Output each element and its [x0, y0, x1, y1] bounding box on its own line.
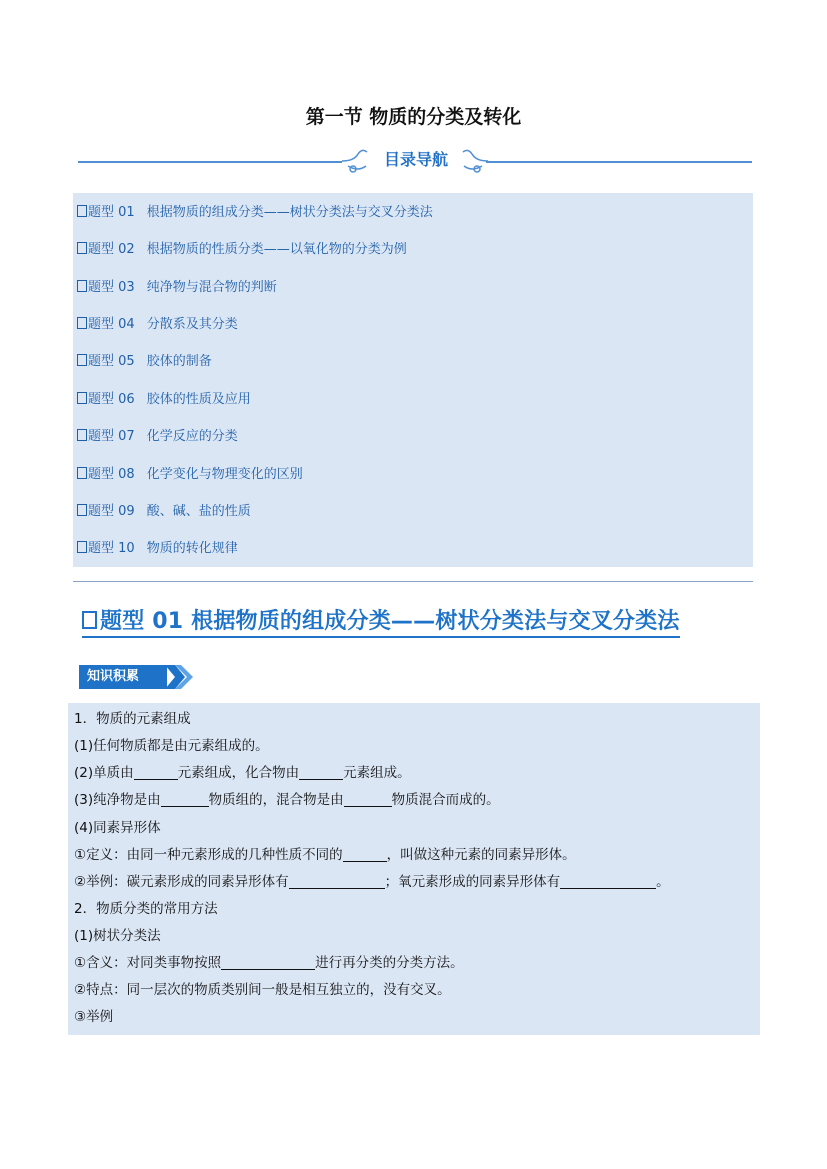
- fill-blank[interactable]: [221, 955, 315, 970]
- checkbox-icon: [77, 354, 87, 366]
- nav-label: 目录导航: [383, 150, 448, 169]
- content-line: ①定义：由同一种元素形成的几种性质不同的 ，叫做这种元素的同素异形体。: [74, 847, 576, 863]
- checkbox-icon: [77, 392, 87, 404]
- content-line: (1)任何物质都是由元素组成的。: [74, 738, 269, 754]
- section-heading[interactable]: 题型 01 根据物质的组成分类——树状分类法与交叉分类法: [82, 604, 680, 638]
- fill-blank[interactable]: [560, 874, 656, 889]
- toc-item-07[interactable]: 题型 07 化学反应的分类: [77, 425, 238, 445]
- double-chevron-icon: [165, 665, 195, 689]
- checkbox-icon: [77, 504, 87, 516]
- nav-banner: [78, 142, 752, 182]
- toc-item-05[interactable]: 题型 05 胶体的制备: [77, 350, 212, 370]
- checkbox-icon: [77, 467, 87, 479]
- content-line: (3)纯净物是由 物质组的，混合物是由 物质混合而成的。: [74, 792, 500, 808]
- toc-item-04[interactable]: 题型 04 分散系及其分类: [77, 313, 238, 333]
- content-line: 1．物质的元素组成: [74, 711, 191, 727]
- toc-panel: [73, 193, 753, 567]
- content-line: (4)同素异形体: [74, 820, 161, 836]
- toc-item-08[interactable]: 题型 08 化学变化与物理变化的区别: [77, 463, 303, 483]
- content-line: ①含义：对同类事物按照 进行再分类的分类方法。: [74, 955, 464, 971]
- checkbox-icon: [77, 317, 87, 329]
- fill-blank[interactable]: [134, 765, 178, 780]
- toc-item-09[interactable]: 题型 09 酸、碱、盐的性质: [77, 500, 251, 520]
- fill-blank[interactable]: [289, 874, 385, 889]
- fill-blank[interactable]: [344, 792, 392, 807]
- toc-item-01[interactable]: 题型 01 根据物质的组成分类——树状分类法与交叉分类法: [77, 201, 433, 221]
- fill-blank[interactable]: [299, 765, 343, 780]
- knowledge-content: [68, 703, 760, 1035]
- toc-item-10[interactable]: 题型 10 物质的转化规律: [77, 537, 238, 557]
- checkbox-icon: [82, 611, 97, 629]
- nav-divider-right: [486, 161, 752, 163]
- content-line: ③举例: [74, 1009, 114, 1025]
- nav-divider-left: [78, 161, 342, 163]
- toc-item-06[interactable]: 题型 06 胶体的性质及应用: [77, 388, 251, 408]
- section-divider: [73, 581, 753, 582]
- content-line: ②举例：碳元素形成的同素异形体有 ；氧元素形成的同素异形体有 。: [74, 874, 670, 890]
- content-line: 2．物质分类的常用方法: [74, 901, 218, 917]
- checkbox-icon: [77, 242, 87, 254]
- checkbox-icon: [77, 541, 87, 553]
- fill-blank[interactable]: [161, 792, 209, 807]
- content-line: ②特点：同一层次的物质类别间一般是相互独立的，没有交叉。: [74, 982, 451, 998]
- page-title: 第一节 物质的分类及转化: [305, 106, 522, 128]
- knowledge-tag-label: 知识积累: [79, 665, 167, 689]
- content-line: (2)单质由 元素组成，化合物由 元素组成。: [74, 765, 411, 781]
- checkbox-icon: [77, 205, 87, 217]
- toc-item-03[interactable]: 题型 03 纯净物与混合物的判断: [77, 276, 277, 296]
- content-line: (1)树状分类法: [74, 928, 161, 944]
- left-ornament-icon: [340, 142, 372, 182]
- checkbox-icon: [77, 429, 87, 441]
- toc-item-02[interactable]: 题型 02 根据物质的性质分类——以氧化物的分类为例: [77, 238, 407, 258]
- checkbox-icon: [77, 280, 87, 292]
- fill-blank[interactable]: [343, 847, 387, 862]
